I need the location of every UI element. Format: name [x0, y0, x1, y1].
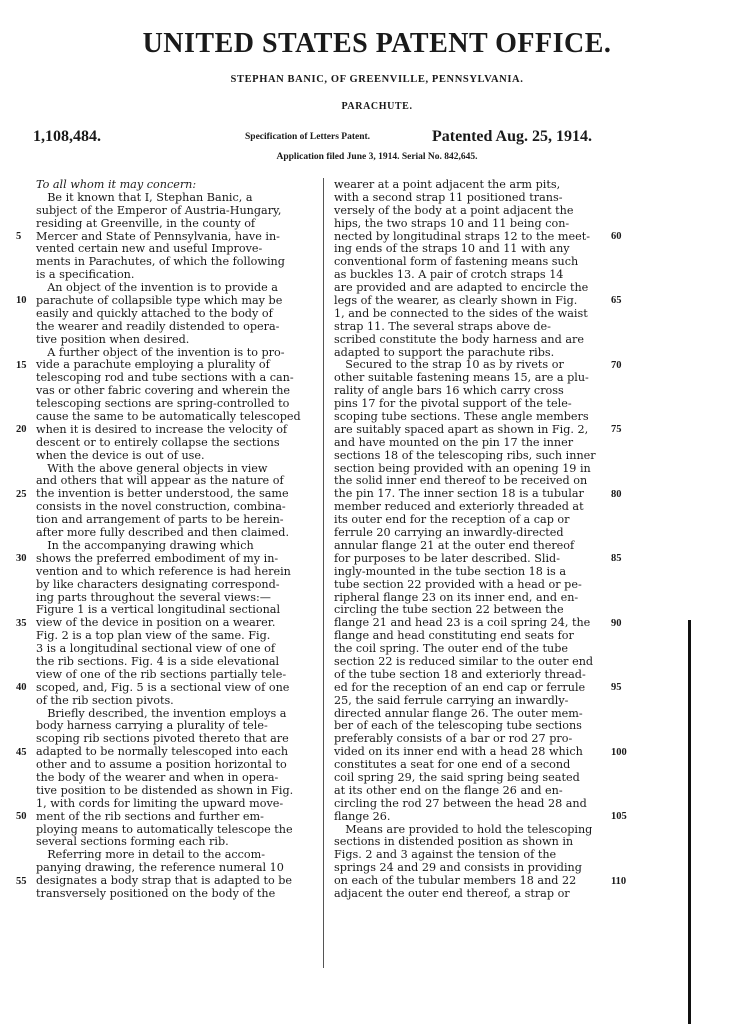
text-line: adapted to be normally telescoped into each	[36, 745, 289, 759]
text-line: vented certain new and useful Improve-	[36, 242, 263, 256]
text-line: Figure 1 is a vertical longitudinal sectional	[36, 603, 281, 617]
text-line: residing at Greenville, in the county of	[36, 216, 256, 230]
text-line: as buckles 13. A pair of crotch straps 14	[334, 268, 564, 282]
text-line: annular flange 21 at the outer end thereof	[334, 538, 575, 552]
text-line: telescoping rod and tube sections with a can-	[36, 371, 294, 385]
text-line: scoping rib sections pivoted thereto that are	[36, 732, 289, 746]
right-text-column	[334, 179, 596, 901]
text-line: on each of the tubular members 18 and 22	[334, 874, 577, 888]
text-line: transversely positioned on the body of the	[36, 886, 276, 900]
text-line: hips, the two straps 10 and 11 being con-	[334, 216, 570, 230]
line-number: 20	[16, 424, 27, 436]
text-line: scribed constitute the body harness and are	[334, 332, 584, 346]
text-line: section being provided with an opening 19 in	[334, 461, 591, 475]
line-number: 15	[16, 359, 27, 371]
text-line: the solid inner end thereof to be received on	[334, 474, 588, 488]
text-line: panying drawing, the reference numeral 10	[36, 861, 284, 875]
margin-rule	[688, 620, 691, 1024]
text-line: when it is desired to increase the velocity of	[36, 422, 288, 436]
text-line: by like characters designating correspond-	[36, 577, 280, 591]
text-line: scoped, and, Fig. 5 is a sectional view of one	[36, 680, 290, 694]
text-line: Secured to the strap 10 as by rivets or	[334, 358, 564, 372]
text-line: wearer at a point adjacent the arm pits,	[334, 178, 561, 191]
text-line: circling the tube section 22 between the	[334, 603, 564, 617]
text-line: descent or to entirely collapse the sections	[36, 435, 280, 449]
line-number: 65	[611, 295, 622, 307]
text-line: at its other end on the flange 26 and en-	[334, 783, 563, 797]
text-line: the body of the wearer and when in opera-	[36, 770, 279, 784]
text-line: preferably consists of a bar or rod 27 pro-	[334, 732, 573, 746]
text-line: circling the rod 27 between the head 28 and	[334, 796, 587, 810]
text-line: With the above general objects in view	[36, 461, 268, 475]
text-line: vas or other fabric covering and wherein the	[36, 384, 291, 398]
text-line: parachute of collapsible type which may be	[36, 294, 283, 308]
text-line: Mercer and State of Pennsylvania, have in-	[36, 229, 280, 243]
text-line: cause the same to be automatically telescoped	[36, 410, 301, 424]
text-line: 3 is a longitudinal sectional view of one of	[36, 642, 276, 656]
text-line: ing ends of the straps 10 and 11 with any	[334, 242, 570, 256]
text-line: is a specification.	[36, 268, 135, 282]
text-line: ingly-mounted in the tube section 18 is a	[334, 564, 567, 578]
text-line: tive position to be distended as shown in Fig.	[36, 783, 294, 797]
line-number: 80	[611, 488, 622, 500]
text-line: A further object of the invention is to pro-	[36, 345, 285, 359]
application-filed-line: Application filed June 3, 1914. Serial No. 842,645.	[276, 152, 478, 162]
left-text-column	[36, 179, 301, 901]
text-line: the wearer and readily distended to opera-	[36, 319, 280, 333]
patent-number: 1,108,484.	[33, 128, 101, 145]
line-number: 105	[611, 811, 627, 823]
text-line: strap 11. The several straps above de-	[334, 319, 551, 333]
text-line: conventional form of fastening means such	[334, 255, 579, 269]
text-line: tive position when desired.	[36, 332, 190, 346]
text-line: are suitably spaced apart as shown in Fig. 2,	[334, 422, 589, 436]
text-line: other suitable fastening means 15, are a plu-	[334, 371, 589, 385]
text-line: flange 26.	[334, 809, 391, 823]
text-line: when the device is out of use.	[36, 448, 205, 462]
text-line: adjacent the outer end thereof, a strap or	[334, 886, 570, 900]
line-number: 110	[611, 875, 627, 887]
invention-subject: PARACHUTE.	[341, 101, 413, 112]
text-line: ferrule 20 carrying an inwardly-directed	[334, 526, 564, 540]
text-line: view of one of the rib sections partially tele-	[36, 667, 287, 681]
text-line: flange 21 and head 23 is a coil spring 24, the	[334, 616, 591, 630]
text-line: easily and quickly attached to the body of	[36, 306, 273, 320]
text-line: several sections forming each rib.	[36, 835, 229, 849]
column-divider	[323, 178, 324, 968]
line-number: 45	[16, 746, 27, 758]
line-number: 85	[611, 553, 622, 565]
text-line: the pin 17. The inner section 18 is a tubular	[334, 487, 584, 501]
text-line: versely of the body at a point adjacent the	[334, 203, 574, 217]
line-number: 5	[16, 230, 22, 242]
text-line: Referring more in detail to the accom-	[36, 848, 266, 862]
specification-label: Specification of Letters Patent.	[245, 132, 371, 142]
text-line: of the rib section pivots.	[36, 693, 174, 707]
line-number: 90	[611, 617, 622, 629]
line-number: 95	[611, 682, 622, 694]
line-number: 60	[611, 230, 622, 242]
patent-office-title: UNITED STATES PATENT OFFICE.	[142, 28, 612, 59]
text-line: after more fully described and then claimed.	[36, 526, 290, 540]
text-line: designates a body strap that is adapted to be	[36, 874, 293, 888]
text-line: its outer end for the reception of a cap or	[334, 513, 570, 527]
text-line: vention and to which reference is had herein	[36, 564, 291, 578]
text-line: other and to assume a position horizontal to	[36, 758, 287, 772]
text-line: Means are provided to hold the telescoping	[334, 822, 593, 836]
text-line: consists in the novel construction, combina-	[36, 500, 286, 514]
text-line: coil spring 29, the said spring being seated	[334, 770, 580, 784]
text-line: are provided and are adapted to encircle the	[334, 281, 589, 295]
text-line: legs of the wearer, as clearly shown in Fig.	[334, 294, 578, 308]
text-line: constitutes a seat for one end of a second	[334, 758, 571, 772]
line-number: 40	[16, 682, 27, 694]
text-line: ments in Parachutes, of which the following	[36, 255, 285, 269]
text-line: tion and arrangement of parts to be herein-	[36, 513, 284, 527]
text-line: for purposes to be later described. Slid-	[334, 551, 560, 565]
text-line: flange and head constituting end seats for	[334, 629, 574, 643]
line-number: 100	[611, 746, 627, 758]
text-line: An object of the invention is to provide a	[36, 281, 278, 295]
text-line: Figs. 2 and 3 against the tension of the	[334, 848, 557, 862]
text-line: pins 17 for the pivotal support of the tele-	[334, 397, 572, 411]
text-line: nected by longitudinal straps 12 to the meet-	[334, 229, 590, 243]
line-number: 30	[16, 553, 27, 565]
text-line: the rib sections. Fig. 4 is a side elevational	[36, 654, 280, 668]
text-line: 25, the said ferrule carrying an inwardly-	[334, 693, 569, 707]
text-line: 1, with cords for limiting the upward move-	[36, 796, 284, 810]
text-line: ripheral flange 23 on its inner end, and en-	[334, 590, 579, 604]
text-line: directed annular flange 26. The outer mem-	[334, 706, 583, 720]
text-line: with a second strap 11 positioned trans-	[334, 190, 563, 204]
line-number: 70	[611, 359, 622, 371]
text-line: view of the device in position on a wearer.	[36, 616, 276, 630]
text-line: Be it known that I, Stephan Banic, a	[36, 190, 253, 204]
text-line: Fig. 2 is a top plan view of the same. Fig.	[36, 629, 271, 643]
text-line: ploying means to automatically telescope the	[36, 822, 293, 836]
inventor-line: STEPHAN BANIC, OF GREENVILLE, PENNSYLVANIA.	[230, 74, 524, 85]
text-line: subject of the Emperor of Austria-Hungary,	[36, 203, 282, 217]
text-line: section 22 is reduced similar to the outer end	[334, 654, 594, 668]
line-number: 25	[16, 488, 27, 500]
text-line: tube section 22 provided with a head or pe-	[334, 577, 582, 591]
text-line: and others that will appear as the nature of	[36, 474, 284, 488]
text-line: vide a parachute employing a plurality of	[36, 358, 270, 372]
line-number: 75	[611, 424, 622, 436]
text-line: ment of the rib sections and further em-	[36, 809, 264, 823]
text-line: of the tube section 18 and exteriorly thread-	[334, 667, 586, 681]
text-line: To all whom it may concern:	[36, 178, 197, 191]
text-line: ed for the reception of an end cap or ferrule	[334, 680, 586, 694]
line-number: 55	[16, 875, 27, 887]
text-line: the invention is better understood, the same	[36, 487, 289, 501]
text-line: sections in distended position as shown in	[334, 835, 574, 849]
text-line: 1, and be connected to the sides of the waist	[334, 306, 588, 320]
text-line: springs 24 and 29 and consists in providing	[334, 861, 582, 875]
text-line: ing parts throughout the several views:—	[36, 590, 271, 604]
text-line: rality of angle bars 16 which carry cross	[334, 384, 564, 398]
text-line: the coil spring. The outer end of the tube	[334, 642, 569, 656]
line-number: 50	[16, 811, 27, 823]
text-line: body harness carrying a plurality of tele-	[36, 719, 268, 733]
patented-date: Patented Aug. 25, 1914.	[432, 128, 592, 145]
text-line: scoping tube sections. These angle members	[334, 410, 589, 424]
text-line: and have mounted on the pin 17 the inner	[334, 435, 574, 449]
line-number: 35	[16, 617, 27, 629]
text-line: sections 18 of the telescoping ribs, such inner	[334, 448, 596, 462]
text-line: vided on its inner end with a head 28 which	[334, 745, 583, 759]
text-line: shows the preferred embodiment of my in-	[36, 551, 279, 565]
line-number: 10	[16, 295, 27, 307]
text-line: ber of each of the telescoping tube sections	[334, 719, 582, 733]
text-line: In the accompanying drawing which	[36, 538, 254, 552]
text-line: telescoping sections are spring-controlled to	[36, 397, 290, 411]
text-line: adapted to support the parachute ribs.	[334, 345, 555, 359]
text-line: member reduced and exteriorly threaded at	[334, 500, 584, 514]
text-line: Briefly described, the invention employs a	[36, 706, 287, 720]
